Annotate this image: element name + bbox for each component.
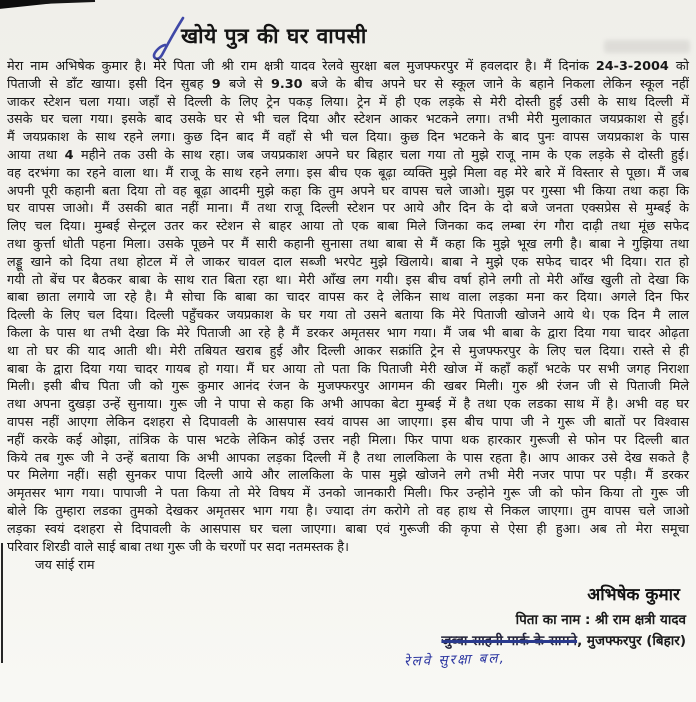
body-line: बाबा के द्वारा दिया गया चादर गायब हो गया। मैं घर आया तो पता कि पिताजी मेरी खोज में कहाँ कहाँ भटके पर सभी जगह निराशा: [7, 361, 689, 377]
address-rest-text: , मुजफ्फरपुर (बिहार): [577, 633, 686, 649]
body-line: था तो घर की याद आती थी। मेरी तबियत खराब हुई और दिल्ली आकर सक्रांति ट्रेन से मुजफ्फरपुर के लिए चल दिया। रास्ते से ही: [7, 343, 689, 359]
body-line: पिताजी से डाँट खाया। इसी दिन सुबह 9 बजे से 9.30 बजे के बीच अपने घर से स्कूल जाने के बहाने निकला लेकिन स्कूल नहीं: [7, 76, 689, 92]
body-line: बोले कि तुम्हारा लडका तुमको देखकर अमृतसर भाग गया है। ज्यादा तंग करोगे तो वह हाथ से निकल जाएगा। तुम वापस चले जाओ: [7, 503, 689, 519]
scan-ghost-smudge: [604, 40, 690, 53]
body-line: उसके घर चला गया। इसके बाद उसके घर से भी चल दिया और स्टेशन आकर भटकने लगा। तभी मेरी मुलाकात जयप्रकाश से हुई।: [7, 112, 689, 128]
body-line: घर वापस जाओ। मैं उसकी बात नहीं माना। मैं तथा राजू दिल्ली स्टेशन पर आये और दिन के दो बजे जनता एक्सप्रेस से मुम्बई के: [7, 201, 689, 217]
body-line: किला के पास था तभी देखा कि मेरे पिताजी आ रहे है मैं डरकर अमृतसर भाग गया। मैं जब भी बाबा के द्वारा दिया गया चादर ओढ़ता: [7, 325, 689, 341]
address-struck-text: जुब्बा साहनी पार्क के सामने: [441, 633, 578, 649]
signature-address: [441, 631, 686, 649]
body-line: पर मिलेगा नहीं। सही सुनकर पापा दिल्ली आये और लालकिला के पास मुझे खोजने लगे तभी मेरी नजर पापा पर पड़ी। मैं डरकर: [7, 468, 689, 484]
body-line: परिवार शिरडी वाले साई बाबा तथा गुरू जी के चरणों पर सदा नतमस्तक है।: [7, 539, 349, 555]
page-title: खोये पुत्र की घर वापसी: [181, 24, 367, 48]
title-row: [150, 12, 367, 60]
handwritten-correction: रेलवे सुरक्षा बल,: [403, 650, 507, 670]
body-line: मिली। इसी बीच पिता जी को गुरू कुमार आनंद रंजन के मुजफ्फरपुर आगमन की खबर मिली। गुरु श्री रंजन जी से पिताजी मिले: [7, 379, 689, 395]
body-line: लड्डू खाने को दिया तथा होटल में ले जाकर चावल दाल सब्जी भरपेट मुझे खिलाये। बाबा ने मुझे एक सफेद चादर भी दिया। रात हो: [7, 254, 689, 270]
body-line: वह दरभंगा का रहने वाला था। मैं राजू के साथ रहने लगा। इस बीच एक बूढ़ा व्यक्ति मुझे मिला वह मेरे बारे में विस्तार से पूछा। मैं जब: [7, 165, 689, 181]
scan-top-edge-line: [40, 0, 95, 4]
body-line: मेरा नाम अभिषेक कुमार है। मेरे पिता जी श्री राम क्षत्री यादव रेलवे सुरक्षा बल मुजफ्फरपुर में हवलदार है। मैं दिनांक 24-3-2004 को: [7, 59, 689, 74]
body-line: गयी तो बेंच पर बैठकर बाबा के साथ रात बिता रहा था। मेरी आँख लग गयी। इस बीच वर्षा होने लगी तो मेरी आँख खुली तो देखा कि: [7, 272, 689, 288]
body-line: वापस नहीं आएगा लेकिन दशहरा से दिपावली के आसपास स्वयं वापस आ जाएगा। इस बीच पापा जी ने गुरू जी बातों पर विश्वास: [7, 414, 689, 430]
body-line: जाकर स्टेशन चला गया। जहाँ से दिल्ली के लिए ट्रेन पकड़ लिया। ट्रेन में ही एक लड़के से मेरी दोस्ती हुई उसी के साथ दिल्ली में: [7, 94, 689, 110]
pen-checkmark-icon: [150, 16, 188, 64]
body-lines: [7, 58, 689, 556]
body-line: आया तथा 4 महीने तक उसी के साथ रहा। जब जयप्रकाश अपने घर बिहार चला गया तो मुझे राजू नाम के एक लड़के से दोस्ती हुई।: [7, 147, 689, 163]
closing-salutation: जय सांई राम: [35, 558, 95, 574]
body-line: लिए चल दिया। मुम्बई सेन्ट्रल उतर कर स्टेशन से बाहर आया तो एक बाबा मिले जिनका कद लम्बा रंग गौरा दाढ़ी तथा मूंछ सफेद: [7, 219, 689, 235]
body-line: अमृतसर भाग गया। पापाजी ने पता किया तो मेरे विषय में उनको जानकारी मिली। फिर उन्होने गुरू जी को फोन किया तो गुरू जी: [7, 486, 689, 502]
scan-left-edge-line: [1, 543, 3, 663]
body-line: बाबा छाता लगाये जा रहे है। मै सोचा कि बाबा का चादर वापस कर दे लेकिन साथ वाला लड़का मना कर दिया। अगले दिन फिर: [7, 290, 689, 306]
body-text: [7, 58, 689, 575]
body-line: किये तब गुरू जी ने उन्हें बताया कि अभी आपका लड़का दिल्ली में है तथा लालकिला के पास रहता है। आप आकर उसे देख सकते है: [7, 450, 689, 466]
body-line: तथा कुर्त्ता धोती पहना मिला। उसके पूछने पर मैं सारी कहानी सुनासा तथा बाबा से मैं कहा कि मुझे भूख लगी है। बाबा ने गुझिया तथा: [7, 236, 689, 252]
body-line: तथा अपना दुखड़ा उन्हें सुनाया। गुरू जी ने पापा से कहा कि अभी आपका बेटा मुम्बई में है तथा एक लडका साथ में है। अभी वह घर: [7, 397, 689, 413]
body-line: नहीं करके कई ओझा, तांत्रिक के पास भटके लेकिन कोई उत्तर नही मिला। फिर पापा थक हारकार गुरूजी से फोन पर दिल्ली बात: [7, 432, 689, 448]
signature-father-name: पिता का नाम : श्री राम क्षत्री यादव: [515, 612, 686, 628]
signature-block: [441, 582, 686, 649]
body-line: अपनी पूरी कहानी बता दिया तो वह बूढ़ा आदमी मुझे कहा कि तुम अपने घर वापस चले जाओ। मुझ पर गुस्सा भी किया तथा कहा कि: [7, 183, 689, 199]
body-line: दिल्ली के लिए चल दिया। दिल्ली पहुँचकर जयप्रकाश के घर गया तो उसने बताया कि मेरे पिताजी खोजने आये थे। एक दिन मै लाल: [7, 308, 689, 324]
signature-name: अभिषेक कुमार: [587, 585, 680, 605]
body-line: मैं जयप्रकाश के साथ रहने लगा। कुछ दिन बाद मैं वहाँ से भी चल दिया। कुछ दिन भटकने के बाद पुनः वापस जयप्रकाश के पास: [7, 130, 689, 146]
body-line: लड़का स्वयं दशहरा से दिपावली के आसपास घर चला जाएगा। बाबा एवं गुरूजी की कृपा से ऐसा ही हुआ। अब तो मेरा समूचा: [7, 521, 689, 537]
